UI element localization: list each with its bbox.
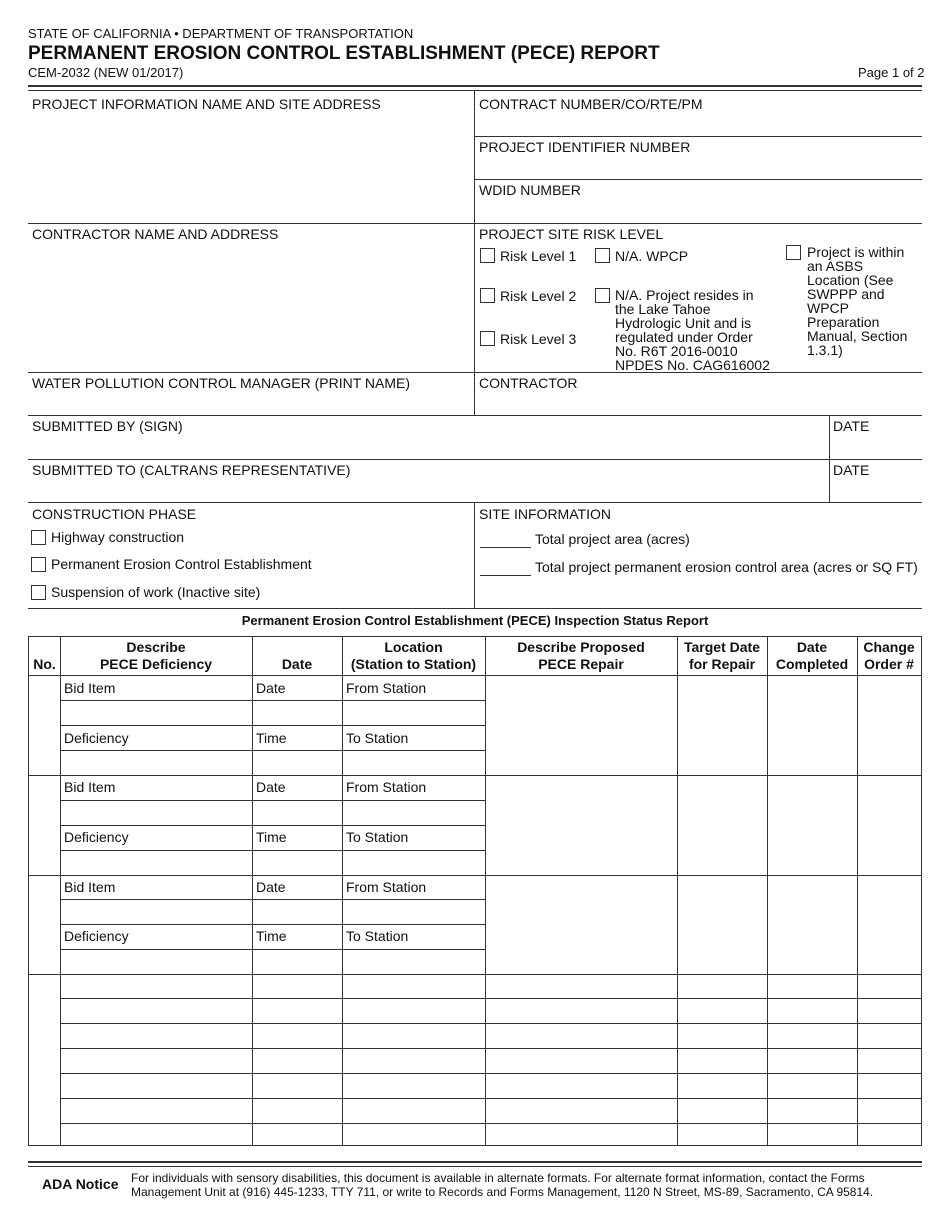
group-divider	[29, 875, 921, 876]
divider	[28, 372, 922, 373]
asbs-checkbox[interactable]	[786, 245, 801, 260]
col-header-date: Date	[281, 656, 313, 672]
asbs-label: Project is within an ASBS Location (See SWPPP and WPCP Preparation Manual, Section 1.3.1)	[807, 244, 908, 358]
col-divider	[767, 637, 768, 1145]
total-area-label: Total project area (acres)	[535, 531, 690, 547]
entry-2-to-station[interactable]: To Station	[346, 829, 409, 845]
row-divider	[60, 725, 485, 726]
phase-column-divider	[474, 502, 475, 608]
row-divider	[60, 924, 485, 925]
entry-3-bid-item[interactable]: Bid Item	[64, 879, 116, 895]
col-header-repair: Describe Proposed PECE Repair	[517, 639, 645, 672]
entry-3-deficiency[interactable]: Deficiency	[64, 928, 129, 944]
risk-level-3-label: Risk Level 3	[500, 331, 577, 347]
row-divider	[60, 1098, 921, 1099]
page-indicator: Page 1 of 2	[858, 65, 925, 80]
pece-phase-label: Permanent Erosion Control Establishment	[51, 556, 312, 572]
divider	[28, 459, 922, 460]
row-divider	[60, 825, 485, 826]
risk-level-heading: PROJECT SITE RISK LEVEL	[479, 226, 664, 242]
header-rule	[28, 85, 922, 87]
divider	[28, 502, 922, 503]
group-divider	[29, 974, 921, 975]
footer-rule-thin	[28, 1166, 922, 1167]
submitted-by-field[interactable]: SUBMITTED BY (SIGN)	[32, 418, 183, 434]
divider	[474, 179, 922, 180]
risk-level-3-checkbox[interactable]	[480, 331, 495, 346]
form-title: PERMANENT EROSION CONTROL ESTABLISHMENT (PECE) REPORT	[28, 43, 660, 64]
row-divider	[60, 998, 921, 999]
header-rule-thin	[28, 90, 922, 91]
top-column-divider	[474, 91, 475, 416]
col-header-change-order: Change Order #	[863, 639, 915, 672]
entry-1-bid-item[interactable]: Bid Item	[64, 680, 116, 696]
risk-level-2-checkbox[interactable]	[480, 288, 495, 303]
entry-1-to-station[interactable]: To Station	[346, 730, 409, 746]
wpc-manager-field[interactable]: WATER POLLUTION CONTROL MANAGER (PRINT NAME)	[32, 375, 411, 391]
submitted-to-date-field[interactable]: DATE	[833, 462, 870, 478]
entry-2-date[interactable]: Date	[256, 779, 286, 795]
total-area-input[interactable]	[480, 547, 531, 548]
construction-phase-heading: CONSTRUCTION PHASE	[32, 506, 197, 522]
divider	[28, 415, 922, 416]
entry-1-time[interactable]: Time	[256, 730, 287, 746]
col-divider	[342, 637, 343, 1145]
wdid-field[interactable]: WDID NUMBER	[479, 182, 581, 198]
form-number: CEM-2032 (NEW 01/2017)	[28, 65, 184, 80]
project-identifier-field[interactable]: PROJECT IDENTIFIER NUMBER	[479, 139, 691, 155]
col-divider	[485, 637, 486, 1145]
pece-status-table	[28, 636, 922, 1146]
row-divider	[60, 1123, 921, 1124]
row-divider	[60, 750, 485, 751]
divider	[474, 136, 922, 137]
na-tahoe-checkbox[interactable]	[595, 288, 610, 303]
footer-rule	[28, 1161, 922, 1163]
entry-2-bid-item[interactable]: Bid Item	[64, 779, 116, 795]
submitted-by-date-field[interactable]: DATE	[833, 418, 870, 434]
col-header-no: No.	[33, 656, 56, 672]
row-divider	[60, 800, 485, 801]
entry-3-to-station[interactable]: To Station	[346, 928, 409, 944]
col-divider	[252, 637, 253, 1145]
agency-line: STATE OF CALIFORNIA • DEPARTMENT OF TRANSPORTATION	[28, 26, 414, 41]
col-header-target-date: Target Date for Repair	[684, 639, 760, 672]
entry-3-time[interactable]: Time	[256, 928, 287, 944]
divider	[28, 223, 922, 224]
entry-1-from-station[interactable]: From Station	[346, 680, 427, 696]
row-divider	[60, 1048, 921, 1049]
contractor-field[interactable]: CONTRACTOR	[479, 375, 578, 391]
risk-level-2-label: Risk Level 2	[500, 288, 577, 304]
contractor-name-field[interactable]: CONTRACTOR NAME AND ADDRESS	[32, 226, 279, 242]
contract-number-field[interactable]: CONTRACT NUMBER/CO/RTE/PM	[479, 96, 703, 112]
ada-notice-text: For individuals with sensory disabilities, this document is available in alternate formats. For alternate format information, contact the Forms Management Unit at (916) 445-1233, TTY 711, or write to Records and Forms Management, 1120 N Street, MS-89, Sacramento, CA 95814.	[131, 1171, 874, 1199]
col-divider	[677, 637, 678, 1145]
group-divider	[29, 775, 921, 776]
entry-1-deficiency[interactable]: Deficiency	[64, 730, 129, 746]
row-divider	[60, 1023, 921, 1024]
header-bottom-rule	[29, 675, 921, 676]
divider	[28, 608, 922, 609]
entry-2-time[interactable]: Time	[256, 829, 287, 845]
highway-construction-label: Highway construction	[51, 529, 185, 545]
highway-construction-checkbox[interactable]	[31, 530, 46, 545]
entry-2-from-station[interactable]: From Station	[346, 779, 427, 795]
col-header-date-completed: Date Completed	[775, 639, 849, 672]
site-information-heading: SITE INFORMATION	[479, 506, 611, 522]
ada-notice-label: ADA Notice	[42, 1176, 119, 1192]
entry-3-date[interactable]: Date	[256, 879, 286, 895]
row-divider	[60, 899, 485, 900]
risk-level-1-checkbox[interactable]	[480, 248, 495, 263]
total-pec-area-label: Total project permanent erosion control area (acres or SQ FT)	[535, 559, 918, 575]
pece-phase-checkbox[interactable]	[31, 557, 46, 572]
col-header-deficiency: Describe PECE Deficiency	[99, 639, 213, 672]
risk-level-1-label: Risk Level 1	[500, 248, 577, 264]
entry-2-deficiency[interactable]: Deficiency	[64, 829, 129, 845]
col-header-location: Location (Station to Station)	[350, 639, 477, 672]
row-divider	[60, 949, 485, 950]
row-divider	[60, 1073, 921, 1074]
total-pec-area-input[interactable]	[480, 575, 531, 576]
row-divider	[60, 850, 485, 851]
suspension-checkbox[interactable]	[31, 585, 46, 600]
na-wpcp-label: N/A. WPCP	[615, 248, 689, 264]
table-title: Permanent Erosion Control Establishment (PECE) Inspection Status Report	[241, 613, 709, 628]
entry-3-from-station[interactable]: From Station	[346, 879, 427, 895]
submitted-to-field[interactable]: SUBMITTED TO (CALTRANS REPRESENTATIVE)	[32, 462, 351, 478]
row-divider	[60, 700, 485, 701]
col-divider	[857, 637, 858, 1145]
col-divider	[60, 637, 61, 1145]
na-tahoe-label: N/A. Project resides in the Lake Tahoe Hydrologic Unit and is regulated under Order No. R6T 2016-0010 NPDES No. CAG616002	[615, 287, 770, 373]
entry-1-date[interactable]: Date	[256, 680, 286, 696]
project-info-field[interactable]: PROJECT INFORMATION NAME AND SITE ADDRESS	[32, 96, 381, 112]
suspension-label: Suspension of work (Inactive site)	[51, 584, 261, 600]
na-wpcp-checkbox[interactable]	[595, 248, 610, 263]
